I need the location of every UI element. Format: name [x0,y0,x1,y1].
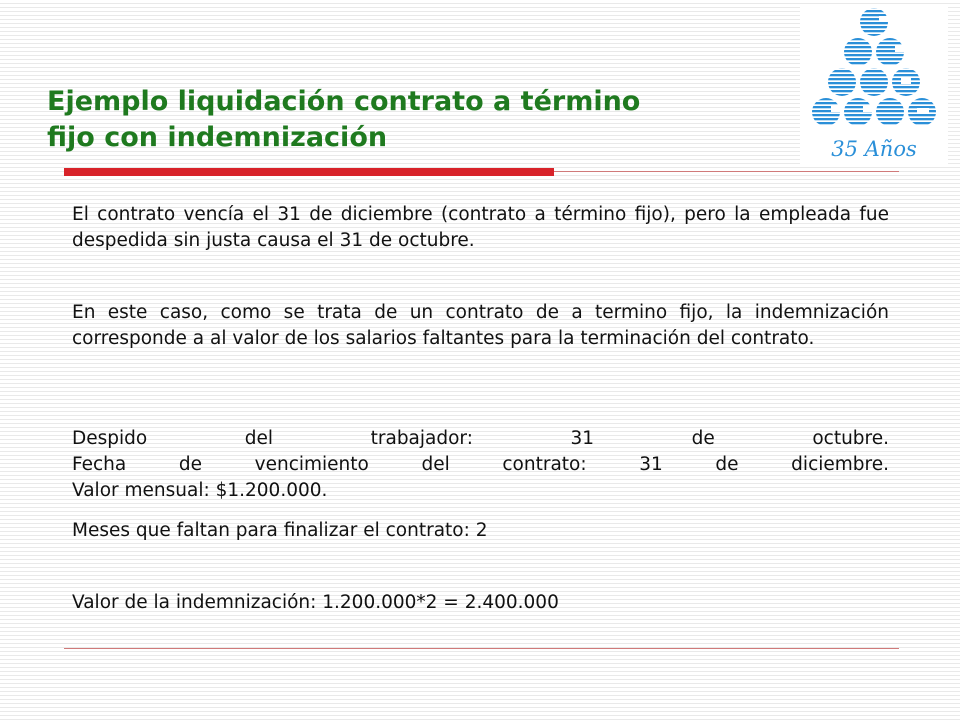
title-divider-line [554,171,899,172]
logo-caption: 35 Años [831,137,917,161]
title-line-2: fijo con indemnización [47,122,388,153]
facts-block [72,426,889,504]
title-accent-bar [64,168,554,176]
logo-ball [860,68,888,96]
fact-monthly-value: Valor mensual: $1.200.000. [72,480,328,501]
logo-ball [828,68,856,96]
logo-ball [844,38,872,66]
paragraph-contract-end: El contrato vencía el 31 de diciembre (contrato a término fijo), pero la empleada fue despedida sin justa causa el 31 de octubre. [72,204,889,251]
slide-title [47,84,807,156]
logo [800,6,948,166]
fact-expiration-date: Fecha de vencimiento del contrato: 31 de diciembre. [72,454,889,475]
logo-ball [876,98,904,126]
title-line-1: Ejemplo liquidación contrato a término [47,86,641,117]
months-remaining: Meses que faltan para finalizar el contrato: 2 [72,520,488,541]
footer-divider-line [64,648,899,649]
logo-pyramid-icon [800,6,948,136]
paragraph-indemnization-rule: En este caso, como se trata de un contrato de a termino fijo, la indemnización corresponde a al valor de los salarios faltantes para la terminación del contrato. [72,302,889,349]
fact-dismissal-date: Despido del trabajador: 31 de octubre. [72,428,889,449]
indemnization-value: Valor de la indemnización: 1.200.000*2 = 2.400.000 [72,592,559,613]
